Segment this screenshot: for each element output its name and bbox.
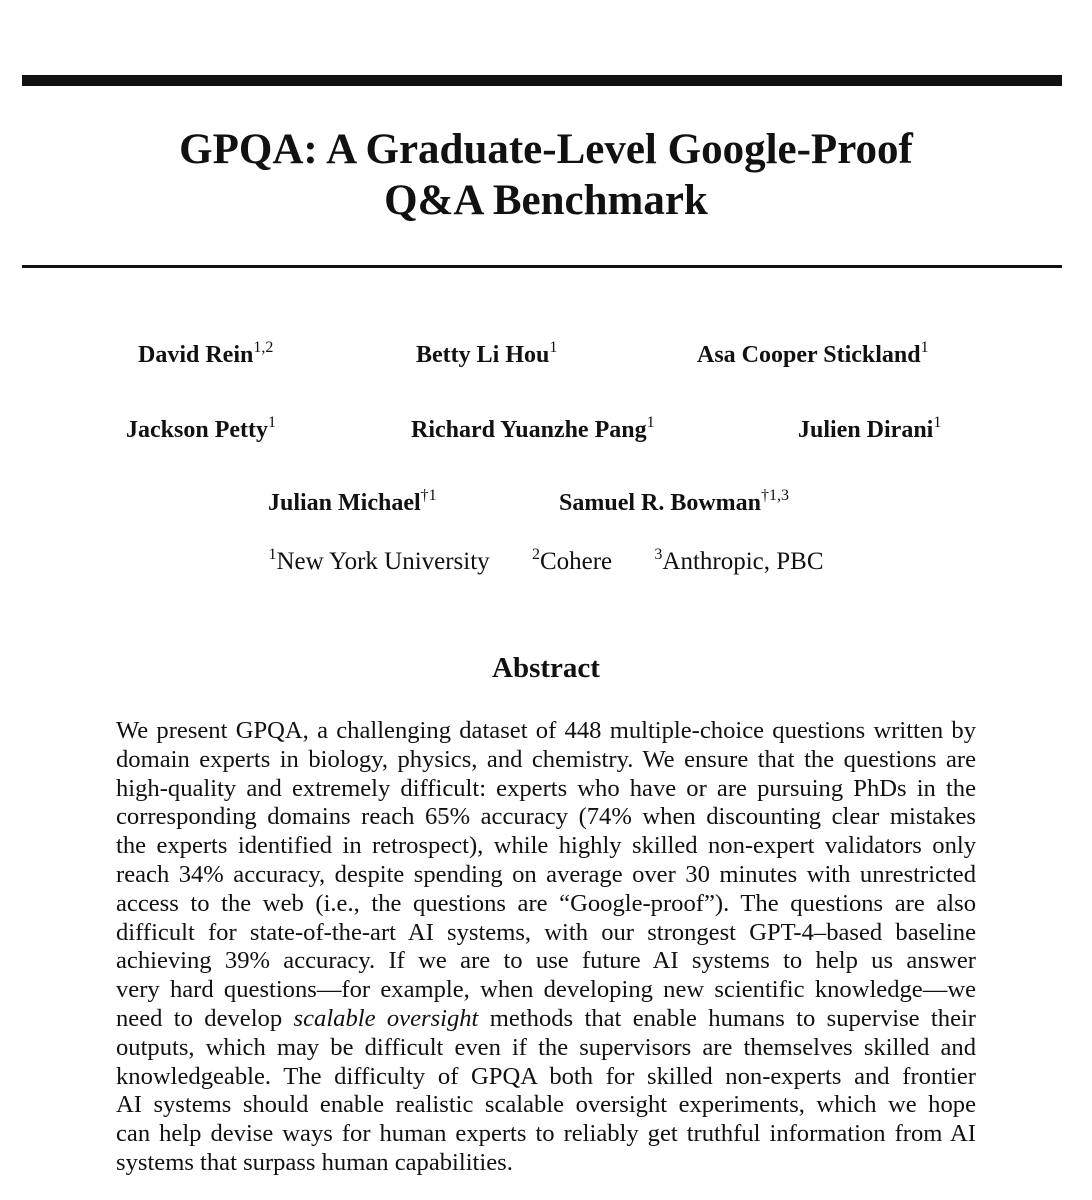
abstract-heading: Abstract — [492, 652, 600, 684]
author-betty-li-hou — [416, 341, 557, 369]
affiliation-nyu — [268, 547, 489, 577]
author-affil-mark: 1 — [920, 339, 929, 356]
author-name: Jackson Petty — [126, 417, 268, 443]
author-david-rein — [138, 341, 273, 369]
author-name: Julien Dirani — [798, 417, 934, 443]
title-line-1: GPQA: A Graduate-Level Google-Proof — [179, 126, 913, 173]
affiliation-name: Anthropic, PBC — [662, 548, 824, 575]
abstract-line: very hard questions—for example, when developing new scientific knowledge—we — [116, 976, 976, 1004]
abstract-line: knowledgeable. The difficulty of GPQA both for skilled non-experts and frontier — [116, 1062, 976, 1090]
abstract-line: can help devise ways for human experts to reliably get truthful information from AI — [116, 1120, 976, 1148]
emphasis-scalable-oversight: scalable oversight — [293, 1004, 479, 1032]
affiliation-anthropic — [654, 547, 823, 577]
abstract-line — [116, 1005, 976, 1034]
author-samuel-r-bowman — [559, 489, 789, 517]
abstract-line: the experts identified in retrospect), while highly skilled non-expert validators only — [116, 832, 976, 860]
affiliation-number: 2 — [531, 546, 540, 563]
affiliation-number: 1 — [268, 546, 277, 563]
abstract-line: access to the web (i.e., the questions are “Google-proof”). The questions are also — [116, 889, 976, 917]
author-jackson-petty — [126, 416, 276, 444]
author-name: Samuel R. Bowman — [559, 490, 762, 516]
affiliations — [0, 547, 1092, 577]
title-line-2: Q&A Benchmark — [384, 177, 708, 224]
affiliation-name: Cohere — [539, 548, 613, 575]
abstract-line: high-quality and extremely difficult: experts who have or are pursuing PhDs in the — [116, 774, 976, 802]
author-affil-mark: 1,2 — [253, 339, 274, 356]
abstract-line: corresponding domains reach 65% accuracy (74% when discounting clear mistakes — [116, 803, 976, 831]
top-rule — [22, 75, 1062, 86]
abstract-line: outputs, which may be difficult even if the supervisors are themselves skilled and — [116, 1033, 976, 1061]
paper-title — [0, 124, 1092, 226]
title-rule — [22, 265, 1062, 268]
author-affil-mark: 1 — [267, 414, 276, 431]
author-affil-mark: 1 — [549, 339, 558, 356]
affiliation-number: 3 — [654, 546, 663, 563]
author-name: Julian Michael — [268, 490, 421, 516]
abstract-line: We present GPQA, a challenging dataset of 448 multiple-choice questions written by — [116, 717, 976, 744]
author-affil-mark: †1,3 — [761, 487, 790, 504]
abstract-line: domain experts in biology, physics, and chemistry. We ensure that the questions are — [116, 745, 976, 773]
abstract-line: difficult for state-of-the-art AI systems, with our strongest GPT-4–based baseline — [116, 918, 976, 946]
author-name: Asa Cooper Stickland — [697, 342, 921, 368]
author-julien-dirani — [798, 416, 941, 444]
abstract-line: reach 34% accuracy, despite spending on average over 30 minutes with unrestricted — [116, 860, 976, 888]
affiliation-name: New York University — [276, 548, 490, 575]
affiliation-cohere — [532, 547, 612, 577]
author-name: Richard Yuanzhe Pang — [411, 417, 647, 443]
author-name: David Rein — [138, 342, 254, 368]
abstract-text: need to develop — [116, 1004, 294, 1032]
author-richard-yuanzhe-pang — [411, 416, 655, 444]
abstract-line: AI systems should enable realistic scalable oversight experiments, which we hope — [116, 1091, 976, 1119]
abstract-line: achieving 39% accuracy. If we are to use future AI systems to help us answer — [116, 947, 976, 975]
abstract-body — [116, 717, 976, 1178]
author-affil-mark: †1 — [420, 487, 437, 504]
abstract-text: methods that enable humans to supervise their — [478, 1004, 977, 1032]
author-asa-cooper-stickland — [697, 341, 929, 369]
author-julian-michael — [268, 489, 437, 517]
abstract-line: systems that surpass human capabilities. — [116, 1148, 513, 1176]
author-affil-mark: 1 — [933, 414, 942, 431]
author-affil-mark: 1 — [646, 414, 655, 431]
author-name: Betty Li Hou — [416, 342, 550, 368]
